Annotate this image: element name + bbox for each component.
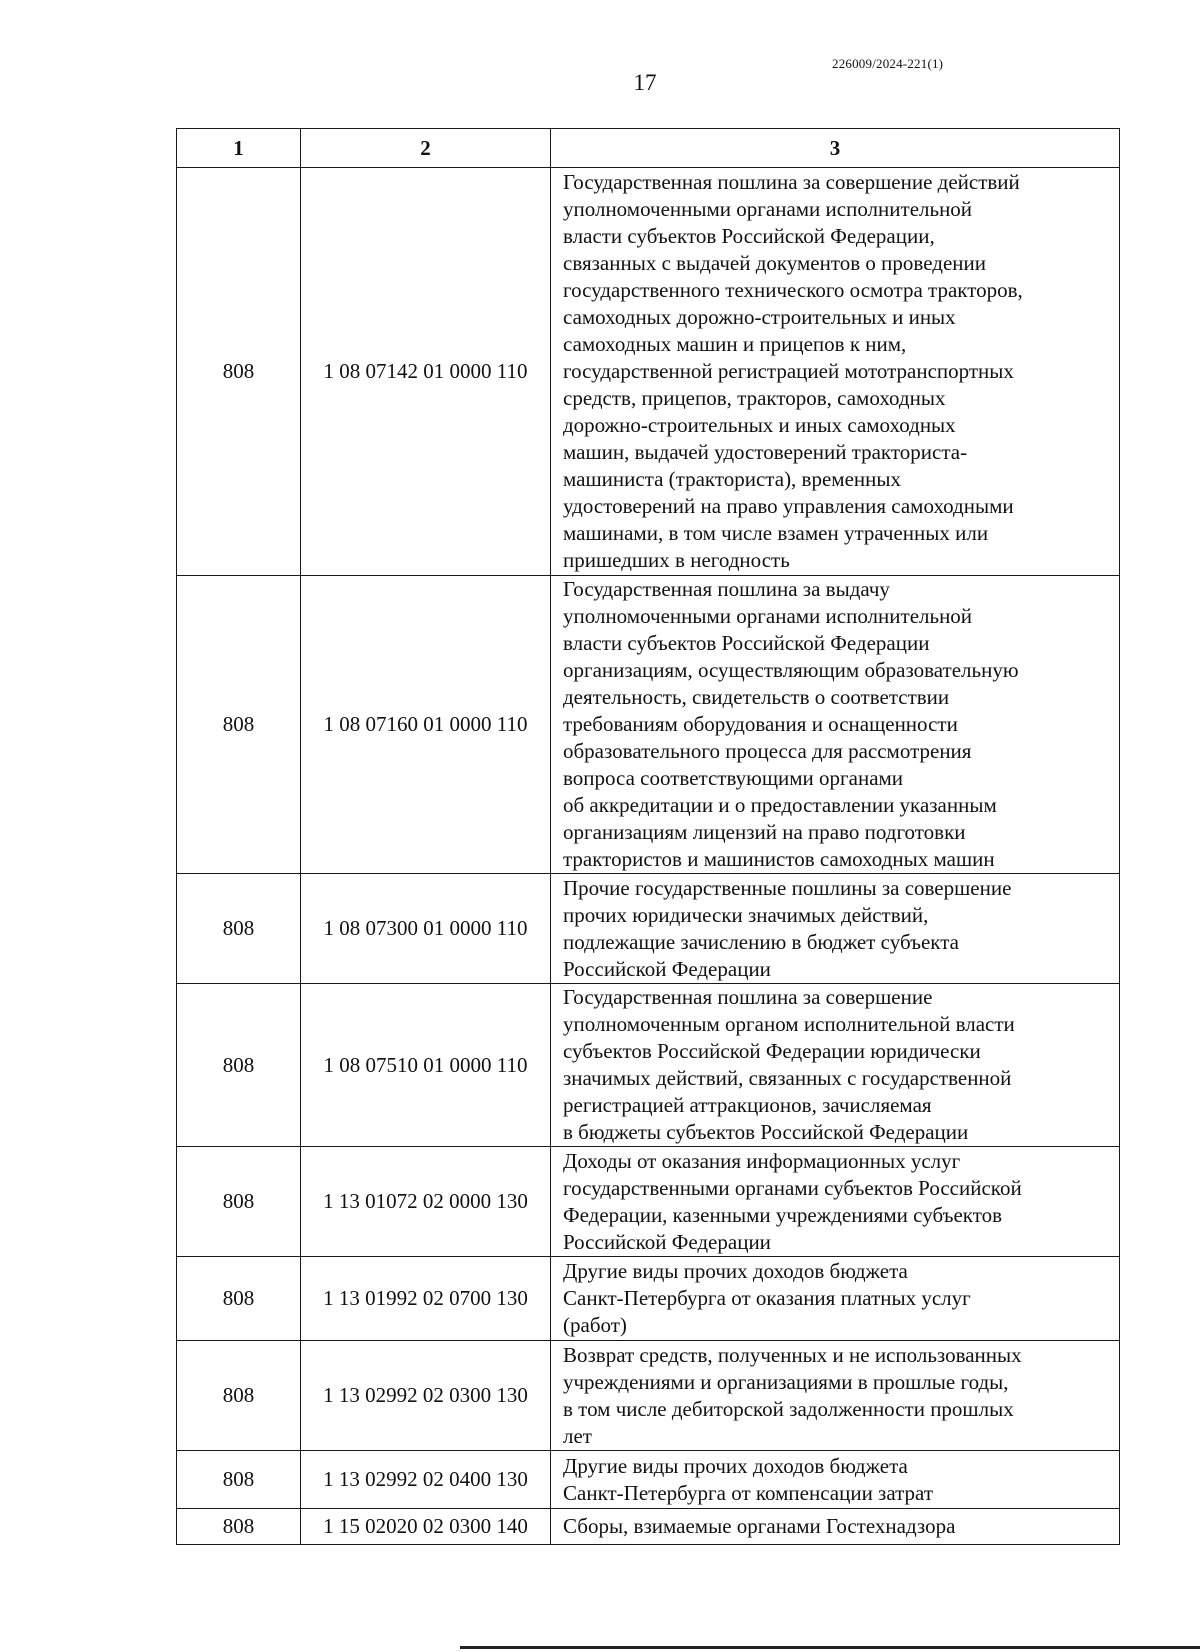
admin-code-cell: 808 [177,1509,301,1545]
table-row [177,1147,1120,1257]
column-header-1: 1 [177,129,301,168]
table-row [177,1341,1120,1451]
budget-codes-table [176,128,1120,1545]
page-number: 17 [633,70,657,95]
admin-code-cell: 808 [177,874,301,984]
table-header-row [177,129,1120,168]
kbk-cell: 1 08 07300 01 0000 110 [301,874,551,984]
table-row [177,984,1120,1147]
kbk-cell: 1 08 07160 01 0000 110 [301,576,551,874]
kbk-cell: 1 13 01992 02 0700 130 [301,1257,551,1341]
admin-code-cell: 808 [177,576,301,874]
description-cell: Другие виды прочих доходов бюджета Санкт-Петербурга от оказания платных услуг (работ) [563,1259,971,1337]
admin-code-cell: 808 [177,984,301,1147]
admin-code-cell: 808 [177,168,301,576]
column-header-2: 2 [301,129,551,168]
description-cell: Другие виды прочих доходов бюджета Санкт-Петербурга от компенсации затрат [563,1453,934,1505]
kbk-cell: 1 13 01072 02 0000 130 [301,1147,551,1257]
table-row [177,874,1120,984]
kbk-cell: 1 13 02992 02 0300 130 [301,1341,551,1451]
admin-code-cell: 808 [177,1341,301,1451]
description-cell: Возврат средств, полученных и не использованных учреждениями и организациями в прошлые годы, в том числе дебиторской задолженности прошлых лет [563,1342,1022,1448]
kbk-cell: 1 08 07510 01 0000 110 [301,984,551,1147]
description-cell: Прочие государственные пошлины за совершение прочих юридически значимых действий, подлежащие зачислению в бюджет субъекта Российской Федерации [563,875,1012,981]
description-cell: Государственная пошлина за совершение уполномоченным органом исполнительной власти субъектов Российской Федерации юридически значимых действий, связанных с государственной регистрацией аттракционов, зачисляемая в бюджеты субъектов Российской Федерации [563,985,1015,1144]
table-row [177,168,1120,576]
kbk-cell: 1 15 02020 02 0300 140 [301,1509,551,1545]
description-cell: Сборы, взимаемые органами Гостехнадзора [563,1514,956,1538]
kbk-cell: 1 08 07142 01 0000 110 [301,168,551,576]
table-row [177,1509,1120,1545]
table-row [177,1451,1120,1509]
kbk-cell: 1 13 02992 02 0400 130 [301,1451,551,1509]
admin-code-cell: 808 [177,1257,301,1341]
document-number: 226009/2024-221(1) [832,56,944,71]
table-row [177,576,1120,874]
description-cell: Государственная пошлина за совершение действий уполномоченными органами исполнительной власти субъектов Российской Федерации, связанных с выдачей документов о проведении государственного технического осмотра тракторов, самоходных дорожно-строительных и иных самоходных машин и прицепов к ним, государственной регистрацией мототранспортных средств, прицепов, тракторов, самоходных дорожно-строительных и иных самоходных машин, выдачей удостоверений тракториста- машиниста (тракториста), временных удостоверений на право управления самоходными машинами, в том числе взамен утраченных или пришедших в негодность [563,170,1023,572]
description-cell: Государственная пошлина за выдачу уполномоченными органами исполнительной власти субъектов Российской Федерации организациям, осуществляющим образовательную деятельность, свидетельств о соответствии требованиям оборудования и оснащенности образовательного процесса для рассмотрения вопроса соответствующими органами об аккредитации и о предоставлении указанным организациям лицензий на право подготовки трактористов и машинистов самоходных машин [563,577,1019,871]
admin-code-cell: 808 [177,1147,301,1257]
table-row [177,1257,1120,1341]
description-cell: Доходы от оказания информационных услуг государственными органами субъектов Российской Федерации, казенными учреждениями субъектов Российской Федерации [563,1148,1022,1254]
scan-edge-line [460,1646,1200,1649]
admin-code-cell: 808 [177,1451,301,1509]
column-header-3: 3 [551,129,1120,168]
